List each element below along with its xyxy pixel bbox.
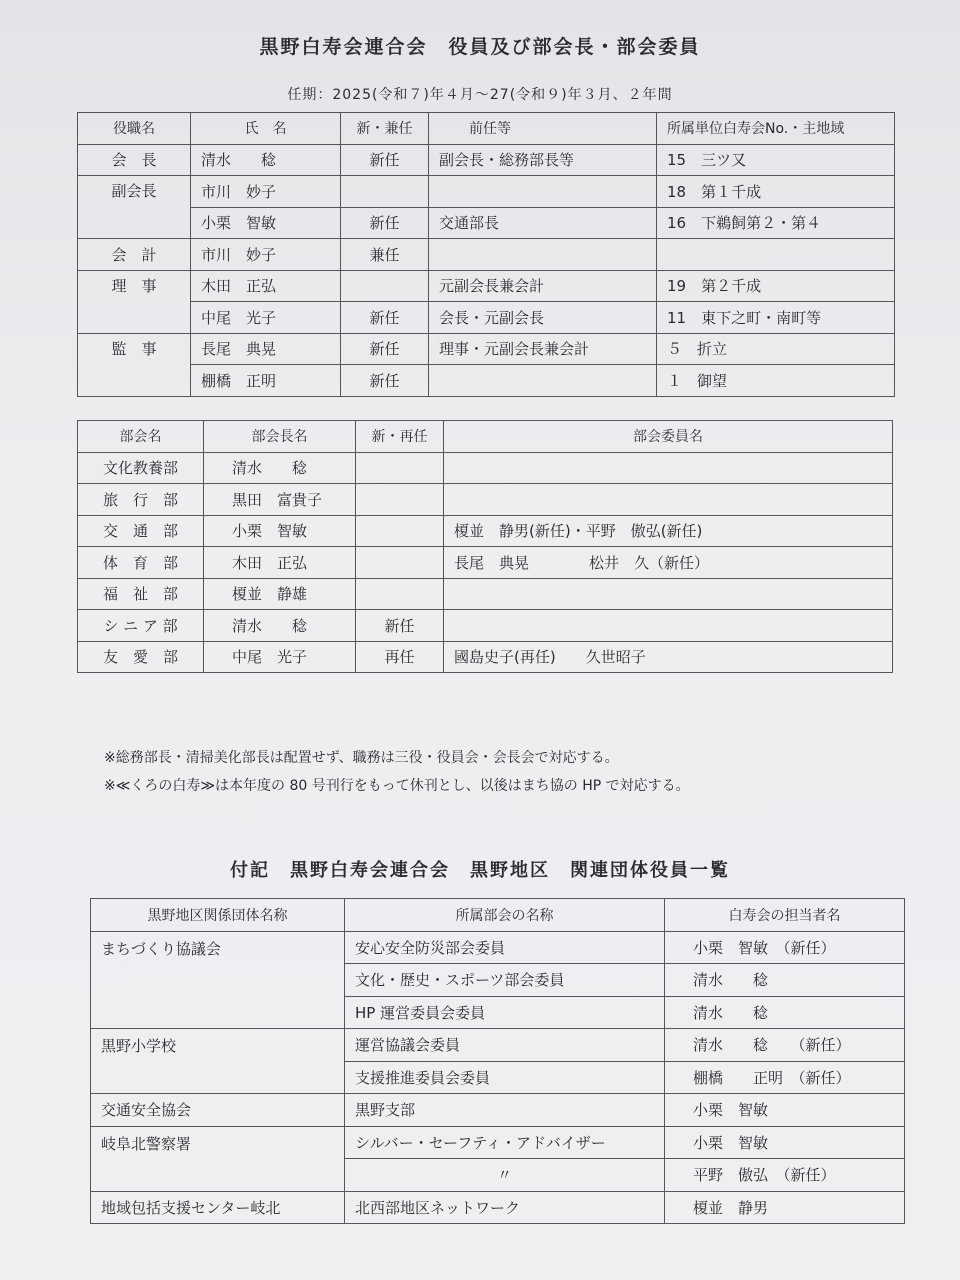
- previous-cell: 会長・元副会長: [429, 302, 657, 334]
- header-name: 氏 名: [191, 113, 341, 145]
- unit-name-cell: HP 運営委員会委員: [345, 996, 665, 1029]
- table-row: [91, 931, 905, 964]
- table-row: [78, 144, 895, 176]
- person-cell: 小栗 智敏: [665, 1094, 905, 1127]
- header-dept-status: 新・再任: [356, 421, 444, 453]
- dept-cell: シ ニ ア 部: [78, 610, 204, 642]
- previous-cell: 副会長・総務部長等: [429, 144, 657, 176]
- org-cell: 交通安全協会: [91, 1094, 345, 1127]
- person-cell: 清水 稔 （新任）: [665, 1029, 905, 1062]
- members-cell: [444, 578, 893, 610]
- officers-header-row: [78, 113, 895, 145]
- org-cell: 黒野小学校: [91, 1029, 345, 1094]
- departments-header-row: [78, 421, 893, 453]
- related-orgs-table: [90, 898, 905, 1224]
- head-cell: 黒田 富貴子: [204, 484, 356, 516]
- org-cell: 地域包括支援センター岐北: [91, 1191, 345, 1224]
- role-cell: 監 事: [78, 333, 191, 396]
- person-cell: 清水 稔: [665, 996, 905, 1029]
- dept-cell: 体 育 部: [78, 547, 204, 579]
- table-row: [78, 547, 893, 579]
- table-row: [91, 1029, 905, 1062]
- unit-cell: 11 東下之町・南町等: [657, 302, 895, 334]
- head-cell: 清水 稔: [204, 452, 356, 484]
- status-cell: [356, 578, 444, 610]
- unit-cell: 19 第２千成: [657, 270, 895, 302]
- role-cell: 理 事: [78, 270, 191, 333]
- unit-cell: [657, 239, 895, 271]
- org-cell: まちづくり協議会: [91, 931, 345, 1029]
- note-line: ※≪くろの白寿≫は本年度の 80 号刊行をもって休刊とし、以後はまち協の HP で対応する。: [104, 778, 690, 794]
- term-line: 任期：2025(令和７)年４月～27(令和９)年３月、２年間: [287, 87, 673, 103]
- unit-name-cell: 安心安全防災部会委員: [345, 931, 665, 964]
- document-title: 黒野白寿会連合会 役員及び部会長・部会委員: [259, 36, 701, 58]
- dept-cell: 文化教養部: [78, 452, 204, 484]
- table-row: [91, 1094, 905, 1127]
- header-unit: 所属単位白寿会No.・主地域: [657, 113, 895, 145]
- members-cell: [444, 484, 893, 516]
- name-cell: 市川 妙子: [191, 239, 341, 271]
- header-unit-name: 所属部会の名称: [345, 899, 665, 932]
- header-role: 役職名: [78, 113, 191, 145]
- unit-cell: １ 御望: [657, 365, 895, 397]
- table-row: [78, 176, 895, 208]
- notes-block: [104, 744, 690, 800]
- header-org: 黒野地区関係団体名称: [91, 899, 345, 932]
- members-cell: [444, 610, 893, 642]
- name-cell: 清水 稔: [191, 144, 341, 176]
- table-row: [78, 641, 893, 673]
- table-row: [78, 207, 895, 239]
- header-previous: 前任等: [429, 113, 657, 145]
- status-cell: 新任: [341, 302, 429, 334]
- person-cell: 榎並 静男: [665, 1191, 905, 1224]
- members-cell: 國島史子(再任) 久世昭子: [444, 641, 893, 673]
- person-cell: 清水 稔: [665, 964, 905, 997]
- unit-name-cell: 黒野支部: [345, 1094, 665, 1127]
- dept-cell: 福 祉 部: [78, 578, 204, 610]
- status-cell: [356, 484, 444, 516]
- role-cell: 会 計: [78, 239, 191, 271]
- appendix-title: 付記 黒野白寿会連合会 黒野地区 関連団体役員一覧: [230, 860, 730, 881]
- previous-cell: [429, 365, 657, 397]
- person-cell: 小栗 智敏 （新任）: [665, 931, 905, 964]
- previous-cell: [429, 239, 657, 271]
- previous-cell: [429, 176, 657, 208]
- status-cell: [356, 547, 444, 579]
- unit-cell: 15 三ツ又: [657, 144, 895, 176]
- header-person: 白寿会の担当者名: [665, 899, 905, 932]
- members-cell: 榎並 静男(新任)・平野 傲弘(新任): [444, 515, 893, 547]
- head-cell: 小栗 智敏: [204, 515, 356, 547]
- unit-cell: 16 下鵜飼第２・第４: [657, 207, 895, 239]
- table-row: [78, 515, 893, 547]
- table-row: [78, 270, 895, 302]
- unit-cell: 18 第１千成: [657, 176, 895, 208]
- table-row: [78, 302, 895, 334]
- table-row: [78, 484, 893, 516]
- person-cell: 小栗 智敏: [665, 1126, 905, 1159]
- role-cell: 会 長: [78, 144, 191, 176]
- note-line: ※総務部長・清掃美化部長は配置せず、職務は三役・役員会・会長会で対応する。: [104, 750, 619, 766]
- status-cell: 再任: [356, 641, 444, 673]
- header-dept: 部会名: [78, 421, 204, 453]
- members-cell: 長尾 典晃 松井 久（新任）: [444, 547, 893, 579]
- related-header-row: [91, 899, 905, 932]
- name-cell: 棚橋 正明: [191, 365, 341, 397]
- dept-cell: 旅 行 部: [78, 484, 204, 516]
- dept-cell: 友 愛 部: [78, 641, 204, 673]
- name-cell: 市川 妙子: [191, 176, 341, 208]
- table-row: [91, 1126, 905, 1159]
- status-cell: 新任: [341, 144, 429, 176]
- table-row: [78, 333, 895, 365]
- status-cell: 兼任: [341, 239, 429, 271]
- previous-cell: 元副会長兼会計: [429, 270, 657, 302]
- name-cell: 長尾 典晃: [191, 333, 341, 365]
- status-cell: 新任: [341, 207, 429, 239]
- header-status: 新・兼任: [341, 113, 429, 145]
- table-row: [78, 239, 895, 271]
- status-cell: [341, 176, 429, 208]
- table-row: [78, 610, 893, 642]
- status-cell: [356, 515, 444, 547]
- unit-name-cell: 運営協議会委員: [345, 1029, 665, 1062]
- status-cell: 新任: [341, 365, 429, 397]
- header-head: 部会長名: [204, 421, 356, 453]
- role-cell: 副会長: [78, 176, 191, 239]
- unit-name-cell: 文化・歴史・スポーツ部会委員: [345, 964, 665, 997]
- table-row: [78, 365, 895, 397]
- unit-name-cell: 支援推進委員会委員: [345, 1061, 665, 1094]
- head-cell: 榎並 静雄: [204, 578, 356, 610]
- name-cell: 木田 正弘: [191, 270, 341, 302]
- person-cell: 棚橋 正明 （新任）: [665, 1061, 905, 1094]
- members-cell: [444, 452, 893, 484]
- status-cell: 新任: [356, 610, 444, 642]
- org-cell: 岐阜北警察署: [91, 1126, 345, 1191]
- table-row: [91, 1191, 905, 1224]
- head-cell: 清水 稔: [204, 610, 356, 642]
- unit-name-cell: 北西部地区ネットワーク: [345, 1191, 665, 1224]
- name-cell: 中尾 光子: [191, 302, 341, 334]
- unit-name-cell: 〃: [345, 1159, 665, 1192]
- head-cell: 中尾 光子: [204, 641, 356, 673]
- person-cell: 平野 傲弘 （新任）: [665, 1159, 905, 1192]
- departments-table: [77, 420, 893, 673]
- unit-cell: ５ 折立: [657, 333, 895, 365]
- officers-table: [77, 112, 895, 397]
- status-cell: [356, 452, 444, 484]
- unit-name-cell: シルバー・セーフティ・アドバイザー: [345, 1126, 665, 1159]
- previous-cell: 理事・元副会長兼会計: [429, 333, 657, 365]
- table-row: [78, 578, 893, 610]
- header-members: 部会委員名: [444, 421, 893, 453]
- dept-cell: 交 通 部: [78, 515, 204, 547]
- status-cell: [341, 270, 429, 302]
- status-cell: 新任: [341, 333, 429, 365]
- head-cell: 木田 正弘: [204, 547, 356, 579]
- table-row: [78, 452, 893, 484]
- name-cell: 小栗 智敏: [191, 207, 341, 239]
- previous-cell: 交通部長: [429, 207, 657, 239]
